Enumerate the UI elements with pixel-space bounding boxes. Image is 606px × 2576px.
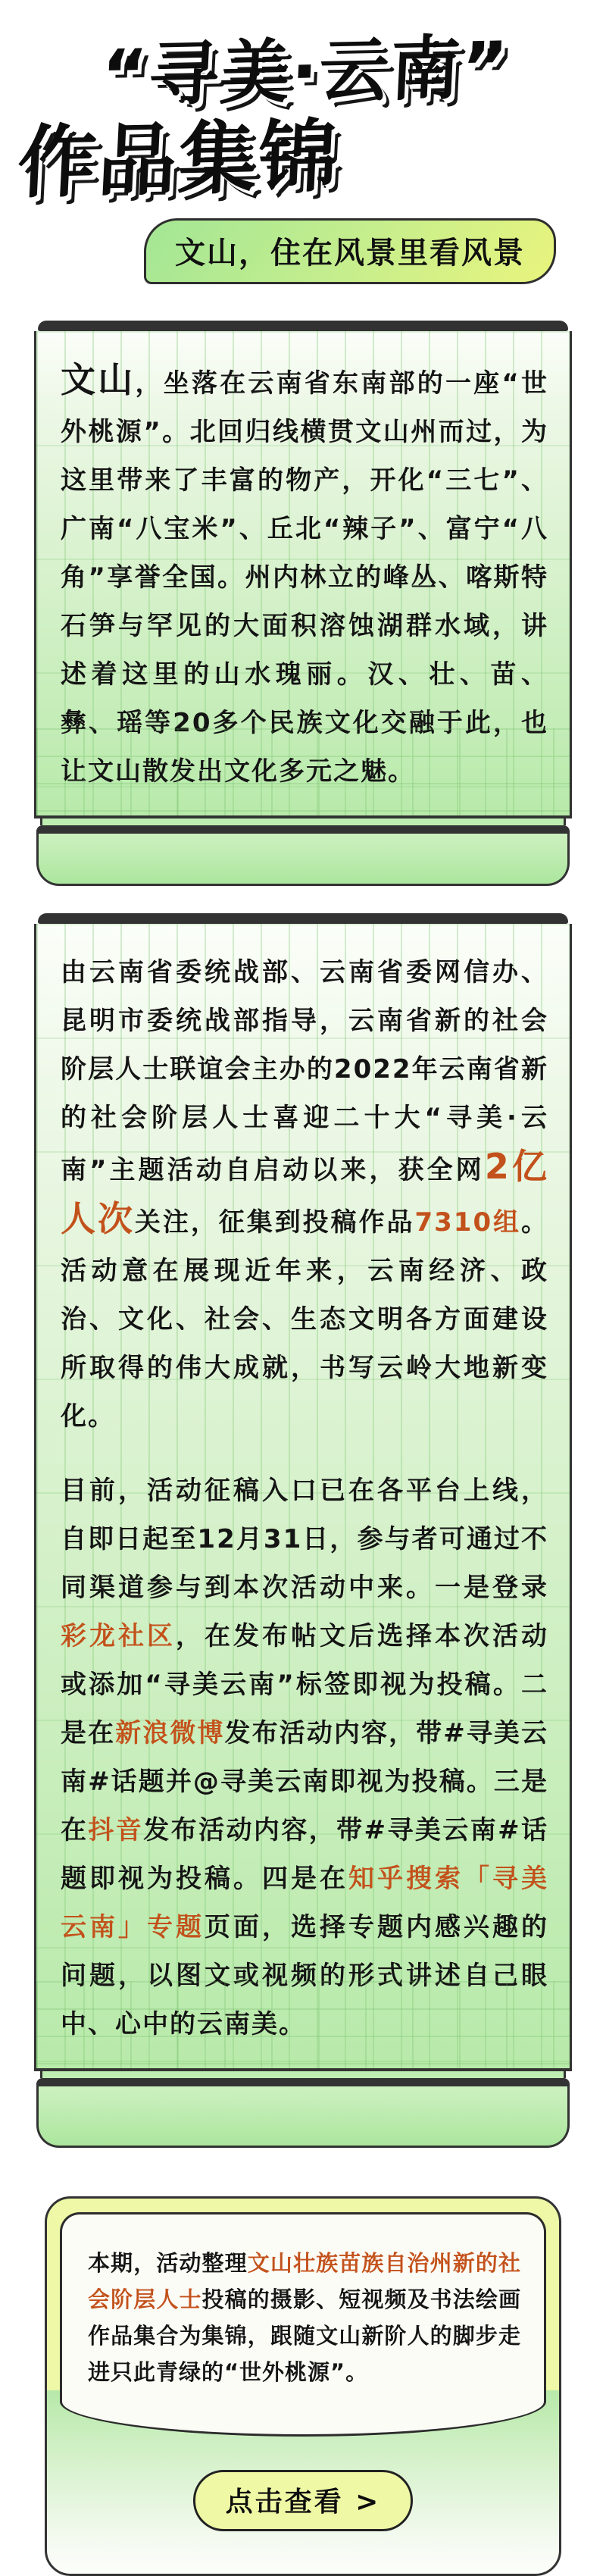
view-works-button[interactable]: 点击查看 > (193, 2470, 414, 2531)
page-title (0, 25, 606, 209)
page-header (0, 0, 606, 284)
intro-card (34, 321, 572, 886)
subtitle-badge: 文山，住在风景里看风景 (144, 218, 556, 284)
activity-card-base (36, 2078, 570, 2148)
intro-card-sliver (40, 818, 566, 825)
page-title-line2: 作品集锦 (15, 109, 342, 209)
activity-card-body (34, 924, 572, 2071)
summary-card-inner (60, 2212, 546, 2437)
activity-card-top-bar (38, 913, 568, 924)
activity-paragraph-2: 目前，活动征稿入口已在各平台上线，自即日起至12月31日，参与者可通过不同渠道参与到本次活动中来。一是登录彩龙社区，在发布帖文后选择本次活动或添加“寻美云南”标签即视为投稿。二是在新浪微博发布活动内容，带#寻美云南#话题并@寻美云南即视为投稿。三是在抖音发布活动内容，带#寻美云南#话题即视为投稿。四是在知乎搜索「寻美云南」专题页面，选择专题内感兴趣的问题，以图文或视频的形式讲述自己眼中、心中的云南美。 (61, 1476, 549, 2040)
activity-paragraph-1: 由云南省委统战部、云南省委网信办、昆明市委统战部指导，云南省新的社会阶层人士联谊会主办的2022年云南省新的社会阶层人士喜迎二十大“寻美·云南”主题活动自启动以来，获全网2亿人次关注，征集到投稿作品7310组。活动意在展现近年来，云南经济、政治、文化、社会、生态文明各方面建设所取得的伟大成就，书写云岭大地新变化。 (61, 957, 549, 1432)
activity-card-sliver (40, 2071, 566, 2078)
intro-card-base (36, 825, 570, 886)
intro-card-top-bar (38, 321, 568, 331)
intro-card-body (34, 331, 572, 818)
activity-card (34, 913, 572, 2148)
intro-paragraph: 文山，坐落在云南省东南部的一座“世外桃源”。北回归线横贯文山州而过，为这里带来了丰富的物产，开化“三七”、广南“八宝米”、丘北“辣子”、富宁“八角”享誉全国。州内林立的峰丛、喀斯特石笋与罕见的大面积溶蚀湖群水域，讲述着这里的山水瑰丽。汉、壮、苗、彝、瑶等20多个民族文化交融于此，也让文山散发出文化多元之魅。 (61, 359, 548, 787)
page-title-line1: “寻美·云南” (99, 27, 511, 117)
summary-paragraph: 本期，活动整理文山壮族苗族自治州新的社会阶层人士投稿的摄影、短视频及书法绘画作品集合为集锦，跟随文山新阶人的脚步走进只此青绿的“世外桃源”。 (88, 2250, 521, 2386)
summary-card (45, 2196, 561, 2576)
